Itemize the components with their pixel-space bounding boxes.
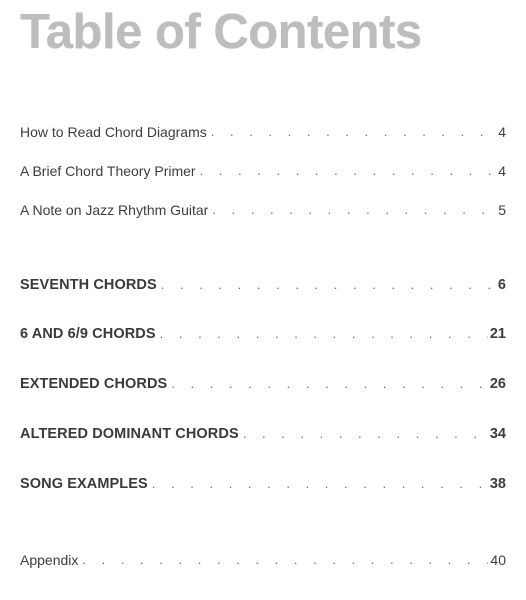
toc-entry-label: ALTERED DOMINANT CHORDS xyxy=(20,426,239,442)
toc-entry-altered-dominant-chords[interactable] xyxy=(20,424,506,444)
dot-leader xyxy=(82,550,488,570)
toc-entry-label: SEVENTH CHORDS xyxy=(20,277,157,293)
toc-entry-page-number: 38 xyxy=(489,476,506,492)
toc-entry-brief-chord-theory-primer[interactable] xyxy=(20,161,506,181)
toc-entry-note-on-jazz-rhythm-guitar[interactable] xyxy=(20,200,506,220)
toc-entry-page-number: 6 xyxy=(497,277,506,293)
dot-leader xyxy=(160,324,488,344)
toc-entry-song-examples[interactable] xyxy=(20,474,506,494)
toc-entry-appendix[interactable] xyxy=(20,550,506,570)
toc-entry-label: Appendix xyxy=(20,552,79,568)
toc-entry-label: SONG EXAMPLES xyxy=(20,476,148,492)
toc-entry-label: EXTENDED CHORDS xyxy=(20,376,168,392)
toc-entry-page-number: 4 xyxy=(498,163,506,179)
toc-entry-label: 6 AND 6/9 CHORDS xyxy=(20,326,156,342)
toc-entry-page-number: 4 xyxy=(498,124,506,140)
dot-leader xyxy=(152,474,488,494)
toc-entry-label: A Note on Jazz Rhythm Guitar xyxy=(20,202,209,218)
dot-leader xyxy=(161,275,496,295)
toc-entry-page-number: 34 xyxy=(489,426,506,442)
toc-entry-extended-chords[interactable] xyxy=(20,374,506,394)
toc-entry-label: A Brief Chord Theory Primer xyxy=(20,163,196,179)
toc-entry-6-and-6-9-chords[interactable] xyxy=(20,324,506,344)
page-title: Table of Contents xyxy=(20,5,422,59)
toc-entry-page-number: 5 xyxy=(498,202,506,218)
toc-entry-page-number: 40 xyxy=(490,552,506,568)
toc-entry-page-number: 26 xyxy=(489,376,506,392)
dot-leader xyxy=(211,122,496,142)
toc-entry-seventh-chords[interactable] xyxy=(20,275,506,295)
dot-leader xyxy=(200,161,497,181)
toc-entry-how-to-read-chord-diagrams[interactable] xyxy=(20,122,506,142)
dot-leader xyxy=(212,200,496,220)
dot-leader xyxy=(243,424,488,444)
toc-entry-label: How to Read Chord Diagrams xyxy=(20,124,207,140)
toc-entry-page-number: 21 xyxy=(489,326,506,342)
dot-leader xyxy=(171,374,488,394)
